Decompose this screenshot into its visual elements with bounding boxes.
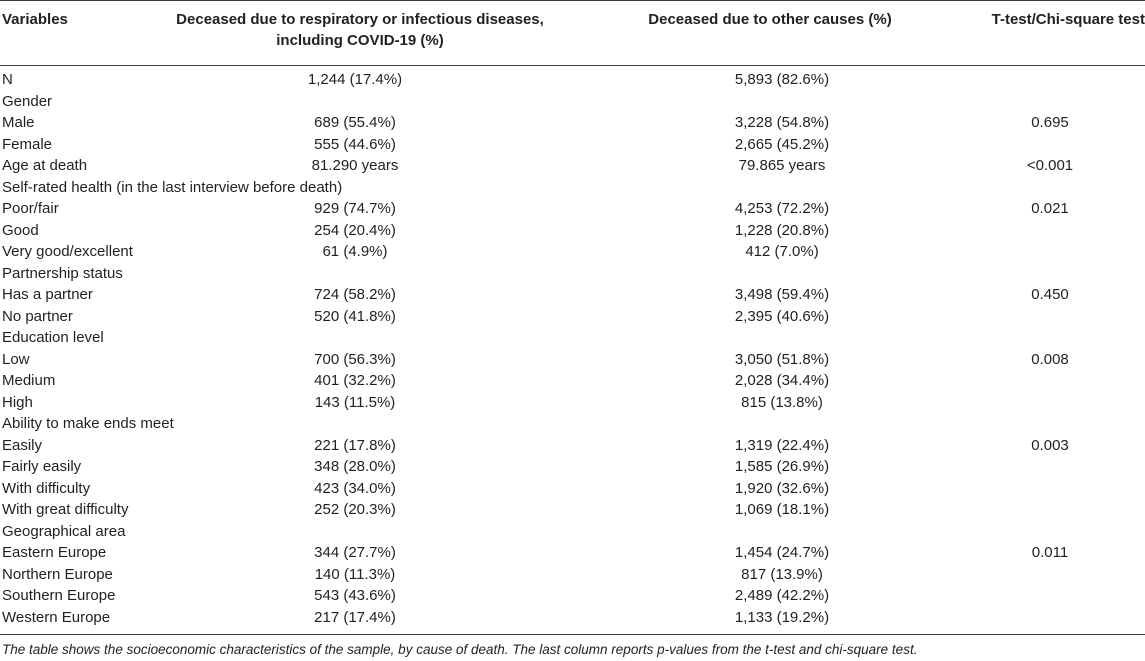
header-test: T-test/Chi-square test	[991, 11, 1145, 28]
cell-other: 2,665 (45.2%)	[734, 135, 830, 153]
table-row	[0, 155, 1145, 177]
cell-other: 1,585 (26.9%)	[734, 458, 830, 475]
row-label: Age at death	[2, 157, 88, 174]
cell-respiratory: 543 (43.6%)	[314, 587, 396, 604]
row-label: High	[2, 393, 33, 411]
cell-respiratory: 423 (34.0%)	[314, 479, 396, 497]
table-row	[0, 112, 1145, 134]
row-label: Male	[2, 114, 35, 131]
cell-respiratory: 724 (58.2%)	[314, 286, 396, 303]
header-other-deaths: Deceased due to other causes (%)	[648, 11, 892, 28]
table-row	[0, 327, 1145, 349]
cell-respiratory: 344 (27.7%)	[314, 544, 396, 561]
cell-other: 79.865 years	[738, 157, 826, 174]
row-label: Has a partner	[2, 286, 93, 303]
cell-test: 0.695	[1031, 114, 1069, 131]
cell-respiratory: 140 (11.3%)	[314, 565, 396, 583]
table-row	[0, 564, 1145, 586]
row-label: Education level	[2, 329, 104, 346]
cell-respiratory: 348 (28.0%)	[314, 458, 396, 475]
table-row	[0, 607, 1145, 629]
cell-respiratory: 61 (4.9%)	[322, 243, 388, 260]
cell-test: 0.003	[1031, 436, 1069, 454]
table-row	[0, 370, 1145, 392]
table-row	[0, 435, 1145, 457]
cell-other: 817 (13.9%)	[741, 565, 823, 583]
header-respiratory-line2: including COVID-19 (%)	[276, 32, 444, 49]
row-label: Eastern Europe	[2, 544, 107, 561]
table-row	[0, 91, 1145, 113]
row-label: With difficulty	[2, 479, 91, 497]
cell-other: 412 (7.0%)	[745, 243, 819, 260]
cell-test: 0.011	[1031, 544, 1069, 561]
cell-other: 1,454 (24.7%)	[734, 544, 830, 561]
table-bottom-rule	[0, 634, 1145, 635]
cell-test: 0.021	[1031, 200, 1069, 217]
table-row	[0, 542, 1145, 564]
cell-respiratory: 221 (17.8%)	[314, 436, 396, 454]
cell-other: 2,028 (34.4%)	[734, 372, 830, 389]
header-respiratory-deaths	[150, 9, 570, 51]
cell-respiratory: 252 (20.3%)	[314, 501, 396, 518]
row-label: Ability to make ends meet	[2, 415, 174, 432]
table-row	[0, 306, 1145, 328]
cell-other: 1,920 (32.6%)	[734, 479, 830, 497]
row-label: Low	[2, 350, 30, 368]
row-label: Very good/excellent	[2, 243, 133, 260]
table-header-rule	[0, 65, 1145, 66]
cell-respiratory: 254 (20.4%)	[314, 221, 396, 239]
cell-other: 2,489 (42.2%)	[734, 587, 830, 604]
cell-respiratory: 401 (32.2%)	[314, 372, 396, 389]
cell-other: 5,893 (82.6%)	[734, 71, 830, 88]
table-row	[0, 521, 1145, 543]
row-label: Medium	[2, 372, 56, 389]
table-body	[0, 69, 1145, 628]
table-row	[0, 499, 1145, 521]
table-row	[0, 134, 1145, 156]
cell-test: 0.008	[1031, 350, 1069, 368]
table-row	[0, 198, 1145, 220]
row-label: Partnership status	[2, 264, 123, 282]
table-row	[0, 69, 1145, 91]
cell-other: 815 (13.8%)	[741, 393, 823, 411]
row-label: Fairly easily	[2, 458, 82, 475]
table-row	[0, 478, 1145, 500]
cell-respiratory: 520 (41.8%)	[314, 307, 396, 325]
cell-other: 1,133 (19.2%)	[734, 608, 830, 626]
row-label: No partner	[2, 307, 73, 325]
cell-other: 3,228 (54.8%)	[734, 114, 830, 131]
table-row	[0, 392, 1145, 414]
cell-other: 2,395 (40.6%)	[734, 307, 830, 325]
cell-other: 1,319 (22.4%)	[734, 436, 830, 454]
row-label: Western Europe	[2, 608, 111, 626]
cell-other: 1,228 (20.8%)	[734, 221, 830, 239]
cell-test: 0.450	[1031, 286, 1069, 303]
table-top-rule	[0, 0, 1145, 1]
table-row	[0, 413, 1145, 435]
cell-other: 1,069 (18.1%)	[734, 501, 830, 518]
row-label: Northern Europe	[2, 565, 113, 583]
table-row	[0, 284, 1145, 306]
row-label: Southern Europe	[2, 587, 116, 604]
cell-other: 4,253 (72.2%)	[734, 200, 830, 217]
row-label: Poor/fair	[2, 200, 59, 217]
table-footnote: The table shows the socioeconomic characteristics of the sample, by cause of death. The last column reports p-values from the t-test and chi-square test.	[2, 642, 918, 657]
row-label: Female	[2, 135, 53, 153]
table-row	[0, 263, 1145, 285]
row-label: Easily	[2, 436, 43, 454]
row-label: Geographical area	[2, 522, 126, 540]
cell-respiratory: 81.290 years	[311, 157, 399, 174]
cell-respiratory: 143 (11.5%)	[314, 393, 396, 411]
row-label: N	[2, 71, 13, 88]
cell-test: <0.001	[1026, 157, 1074, 174]
cell-respiratory: 700 (56.3%)	[314, 350, 396, 368]
cell-respiratory: 689 (55.4%)	[314, 114, 396, 131]
cell-other: 3,050 (51.8%)	[734, 350, 830, 368]
row-label: Good	[2, 221, 39, 239]
table-row	[0, 220, 1145, 242]
table-row	[0, 177, 1145, 199]
cell-respiratory: 929 (74.7%)	[314, 200, 396, 217]
cell-respiratory: 1,244 (17.4%)	[307, 71, 403, 88]
row-label: Self-rated health (in the last interview before death)	[2, 178, 343, 196]
table-row	[0, 241, 1145, 263]
header-variables: Variables	[2, 11, 68, 28]
row-label: With great difficulty	[2, 501, 129, 518]
header-respiratory-line1: Deceased due to respiratory or infectious diseases,	[176, 11, 544, 28]
cell-other: 3,498 (59.4%)	[734, 286, 830, 303]
row-label: Gender	[2, 92, 53, 110]
table-row	[0, 456, 1145, 478]
table-row	[0, 585, 1145, 607]
cell-respiratory: 217 (17.4%)	[314, 608, 396, 626]
table-row	[0, 349, 1145, 371]
cell-respiratory: 555 (44.6%)	[314, 135, 396, 153]
